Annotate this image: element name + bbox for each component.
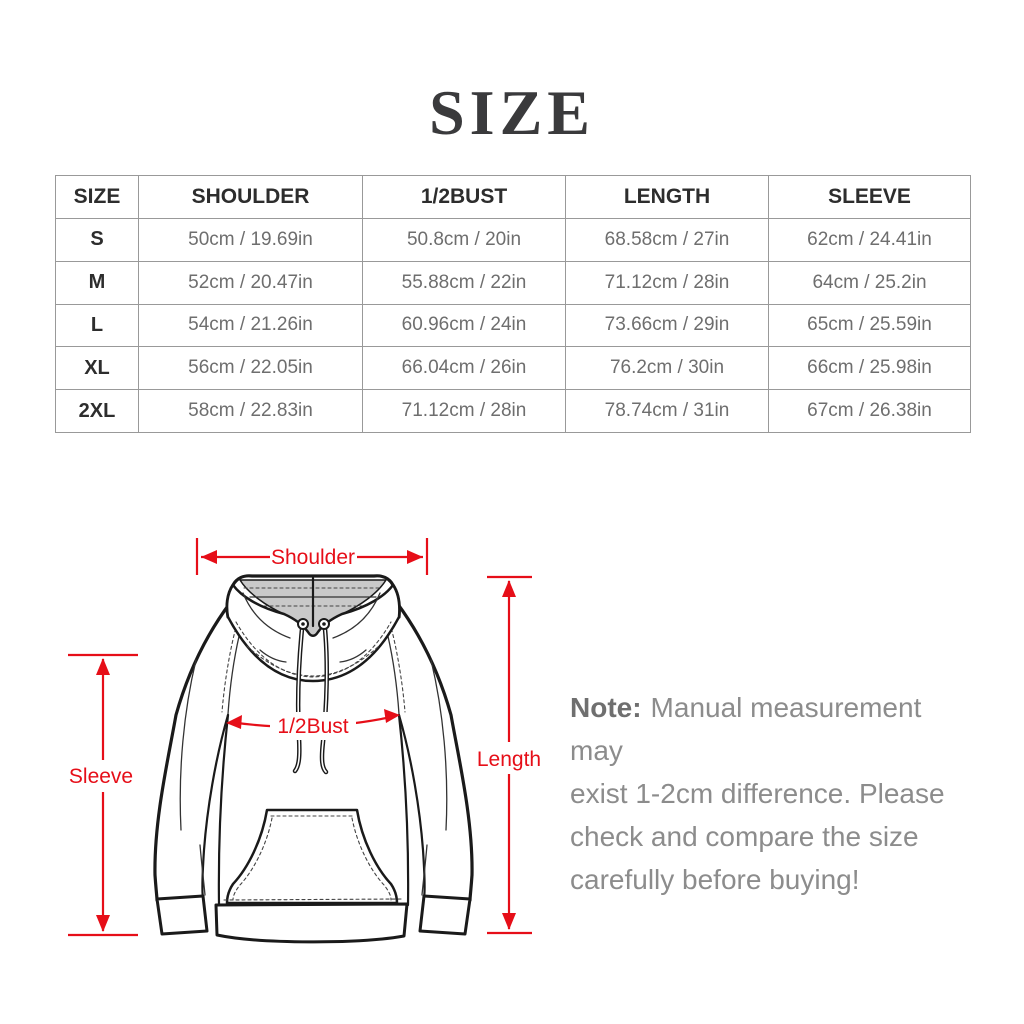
sleeve-arrow-label: Sleeve	[68, 765, 134, 788]
table-cell: 66cm / 25.98in	[769, 347, 971, 390]
size-label: 2XL	[56, 390, 139, 433]
table-cell: 71.12cm / 28in	[566, 261, 769, 304]
table-cell: 76.2cm / 30in	[566, 347, 769, 390]
col-header-halfbust: 1/2BUST	[363, 176, 566, 219]
table-cell: 56cm / 22.05in	[139, 347, 363, 390]
note-line: exist 1-2cm difference. Please	[570, 778, 945, 809]
note-text: Manual measurement may	[570, 692, 922, 766]
table-cell: 62cm / 24.41in	[769, 219, 971, 262]
table-cell: 65cm / 25.59in	[769, 304, 971, 347]
cuff-left	[157, 896, 207, 934]
size-label: XL	[56, 347, 139, 390]
table-row-2xl	[56, 390, 971, 433]
table-cell: 68.58cm / 27in	[566, 219, 769, 262]
table-cell: 78.74cm / 31in	[566, 390, 769, 433]
note-label: Note:	[570, 692, 642, 723]
table-cell: 71.12cm / 28in	[363, 390, 566, 433]
col-header-size: SIZE	[56, 176, 139, 219]
cuff-right	[420, 896, 470, 934]
note-line: carefully before buying!	[570, 864, 860, 895]
size-label: M	[56, 261, 139, 304]
table-cell: 55.88cm / 22in	[363, 261, 566, 304]
table-row-xl	[56, 347, 971, 390]
length-arrow-label: Length	[476, 748, 542, 771]
col-header-length: LENGTH	[566, 176, 769, 219]
table-row-s	[56, 219, 971, 262]
table-cell: 67cm / 26.38in	[769, 390, 971, 433]
eyelet-left	[298, 619, 308, 629]
table-cell: 52cm / 20.47in	[139, 261, 363, 304]
table-row-m	[56, 261, 971, 304]
kangaroo-pocket	[227, 810, 397, 903]
col-header-sleeve: SLEEVE	[769, 176, 971, 219]
measurement-note	[570, 686, 978, 901]
table-cell: 60.96cm / 24in	[363, 304, 566, 347]
size-label: S	[56, 219, 139, 262]
half-bust-arrow-label: 1/2Bust	[277, 715, 349, 738]
size-table	[55, 175, 971, 433]
hoodie-measurement-diagram	[40, 520, 550, 980]
table-cell: 66.04cm / 26in	[363, 347, 566, 390]
size-table-container	[55, 175, 971, 433]
table-cell: 73.66cm / 29in	[566, 304, 769, 347]
hoodie-illustration	[155, 576, 472, 942]
table-cell: 54cm / 21.26in	[139, 304, 363, 347]
half-bust-arrow	[226, 709, 400, 740]
shoulder-arrow-label: Shoulder	[270, 546, 356, 569]
length-arrow	[477, 577, 543, 933]
table-cell: 58cm / 22.83in	[139, 390, 363, 433]
note-line	[570, 686, 978, 772]
size-table-header-row	[56, 176, 971, 219]
size-label: L	[56, 304, 139, 347]
hem-band	[216, 904, 407, 942]
col-header-shoulder: SHOULDER	[139, 176, 363, 219]
eyelet-right	[319, 619, 329, 629]
page-title: SIZE	[429, 77, 595, 148]
table-row-l	[56, 304, 971, 347]
note-line: check and compare the size	[570, 821, 919, 852]
sleeve-arrow	[68, 655, 138, 935]
shoulder-arrow	[197, 538, 427, 575]
table-cell: 64cm / 25.2in	[769, 261, 971, 304]
table-cell: 50cm / 19.69in	[139, 219, 363, 262]
table-cell: 50.8cm / 20in	[363, 219, 566, 262]
